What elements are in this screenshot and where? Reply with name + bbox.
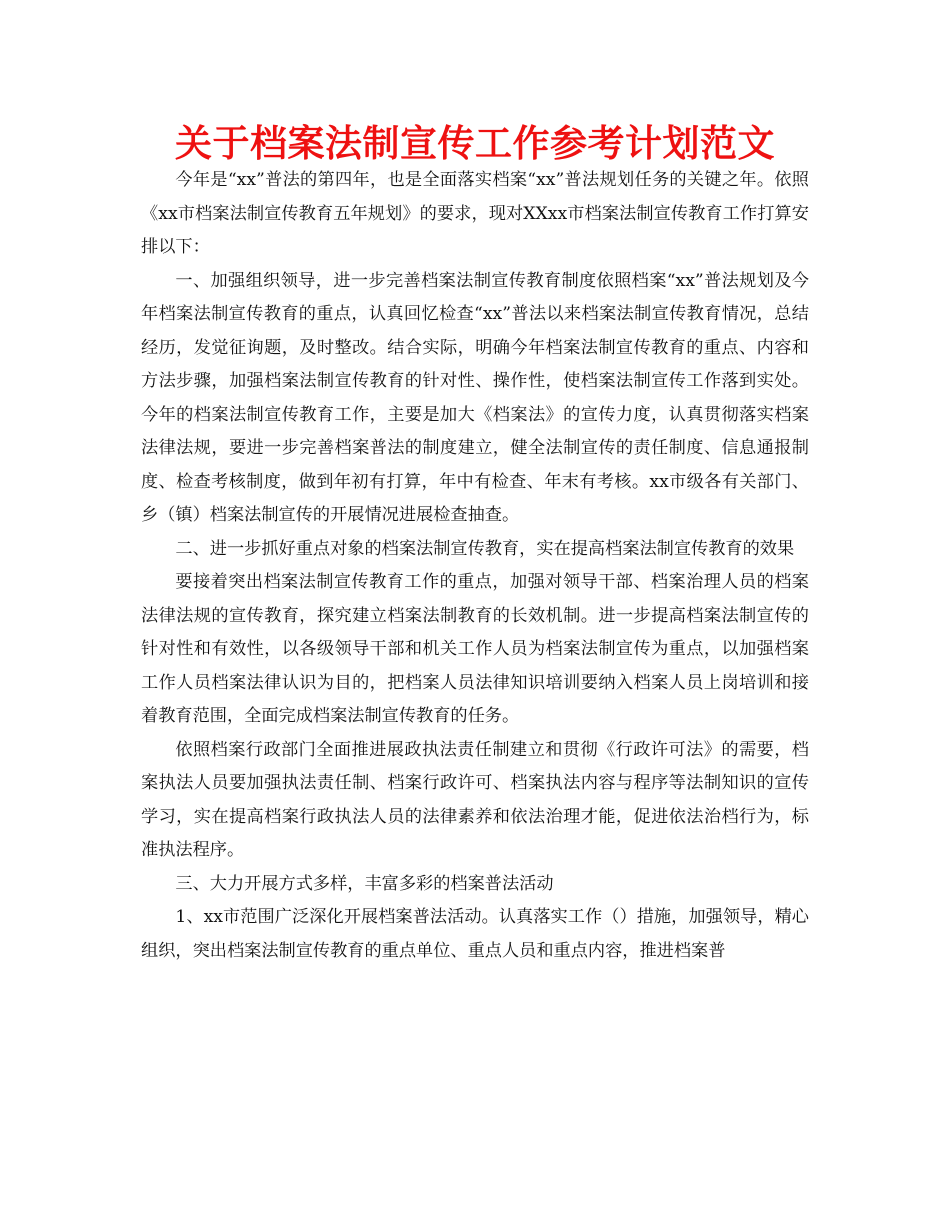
paragraph-intro: 今年是“xx”普法的第四年，也是全面落实档案“xx”普法规划任务的关键之年。依照《xx市档案法制宣传教育五年规划》的要求，现对XXxx市档案法制宣传教育工作打算安排以下： [141, 170, 809, 257]
paragraph-section-1: 一、加强组织领导，进一步完善档案法制宣传教育制度依照档案“xx”普法规划及今年档案法制宣传教育的重点，认真回忆检查“xx”普法以来档案法制宣传教育情况，总结经历，发觉征询题，及时整改。结合实际，明确今年档案法制宣传教育的重点、内容和方法步骤，加强档案法制宣传教育的针对性、操作性，使档案法制宣传工作落到实处。今年的档案法制宣传教育工作，主要是加大《档案法》的宣传力度，认真贯彻落实档案法律法规，要进一步完善档案普法的制度建立，健全法制宣传的责任制度、信息通报制度、检查考核制度，做到年初有打算，年中有检查、年末有考核。xx市级各有关部门、乡（镇）档案法制宣传的开展情况进展检查抽查。 [141, 270, 809, 525]
document-title: 关于档案法制宣传工作参考计划范文 [175, 122, 775, 165]
document-body [141, 164, 809, 968]
paragraph-section-2-body: 要接着突出档案法制宣传教育工作的重点，加强对领导干部、档案治理人员的档案法律法规的宣传教育，探究建立档案法制教育的长效机制。进一步提高档案法制宣传的针对性和有效性，以各级领导干部和机关工作人员为档案法制宣传为重点，以加强档案工作人员档案法律认识为目的，把档案人员法律知识培训要纳入档案人员上岗培训和接着教育范围，全面完成档案法制宣传教育的任务。 [141, 572, 809, 726]
paragraph-section-3-heading: 三、大力开展方式多样，丰富多彩的档案普法活动 [175, 873, 554, 894]
paragraph-section-2-enforcement: 依照档案行政部门全面推进展政执法责任制建立和贯彻《行政许可法》的需要，档案执法人员要加强执法责任制、档案行政许可、档案执法内容与程序等法制知识的宣传学习，实在提高档案行政执法人员的法律素养和依法治理才能，促进依法治档行为，标准执法程序。 [141, 739, 809, 860]
paragraph-section-3-item-1: 1、xx市范围广泛深化开展档案普法活动。认真落实工作（）措施，加强领导，精心组织，突出档案法制宣传教育的重点单位、重点人员和重点内容，推进档案普 [141, 907, 809, 961]
paragraph-section-2-heading: 二、进一步抓好重点对象的档案法制宣传教育，实在提高档案法制宣传教育的效果 [175, 538, 795, 559]
